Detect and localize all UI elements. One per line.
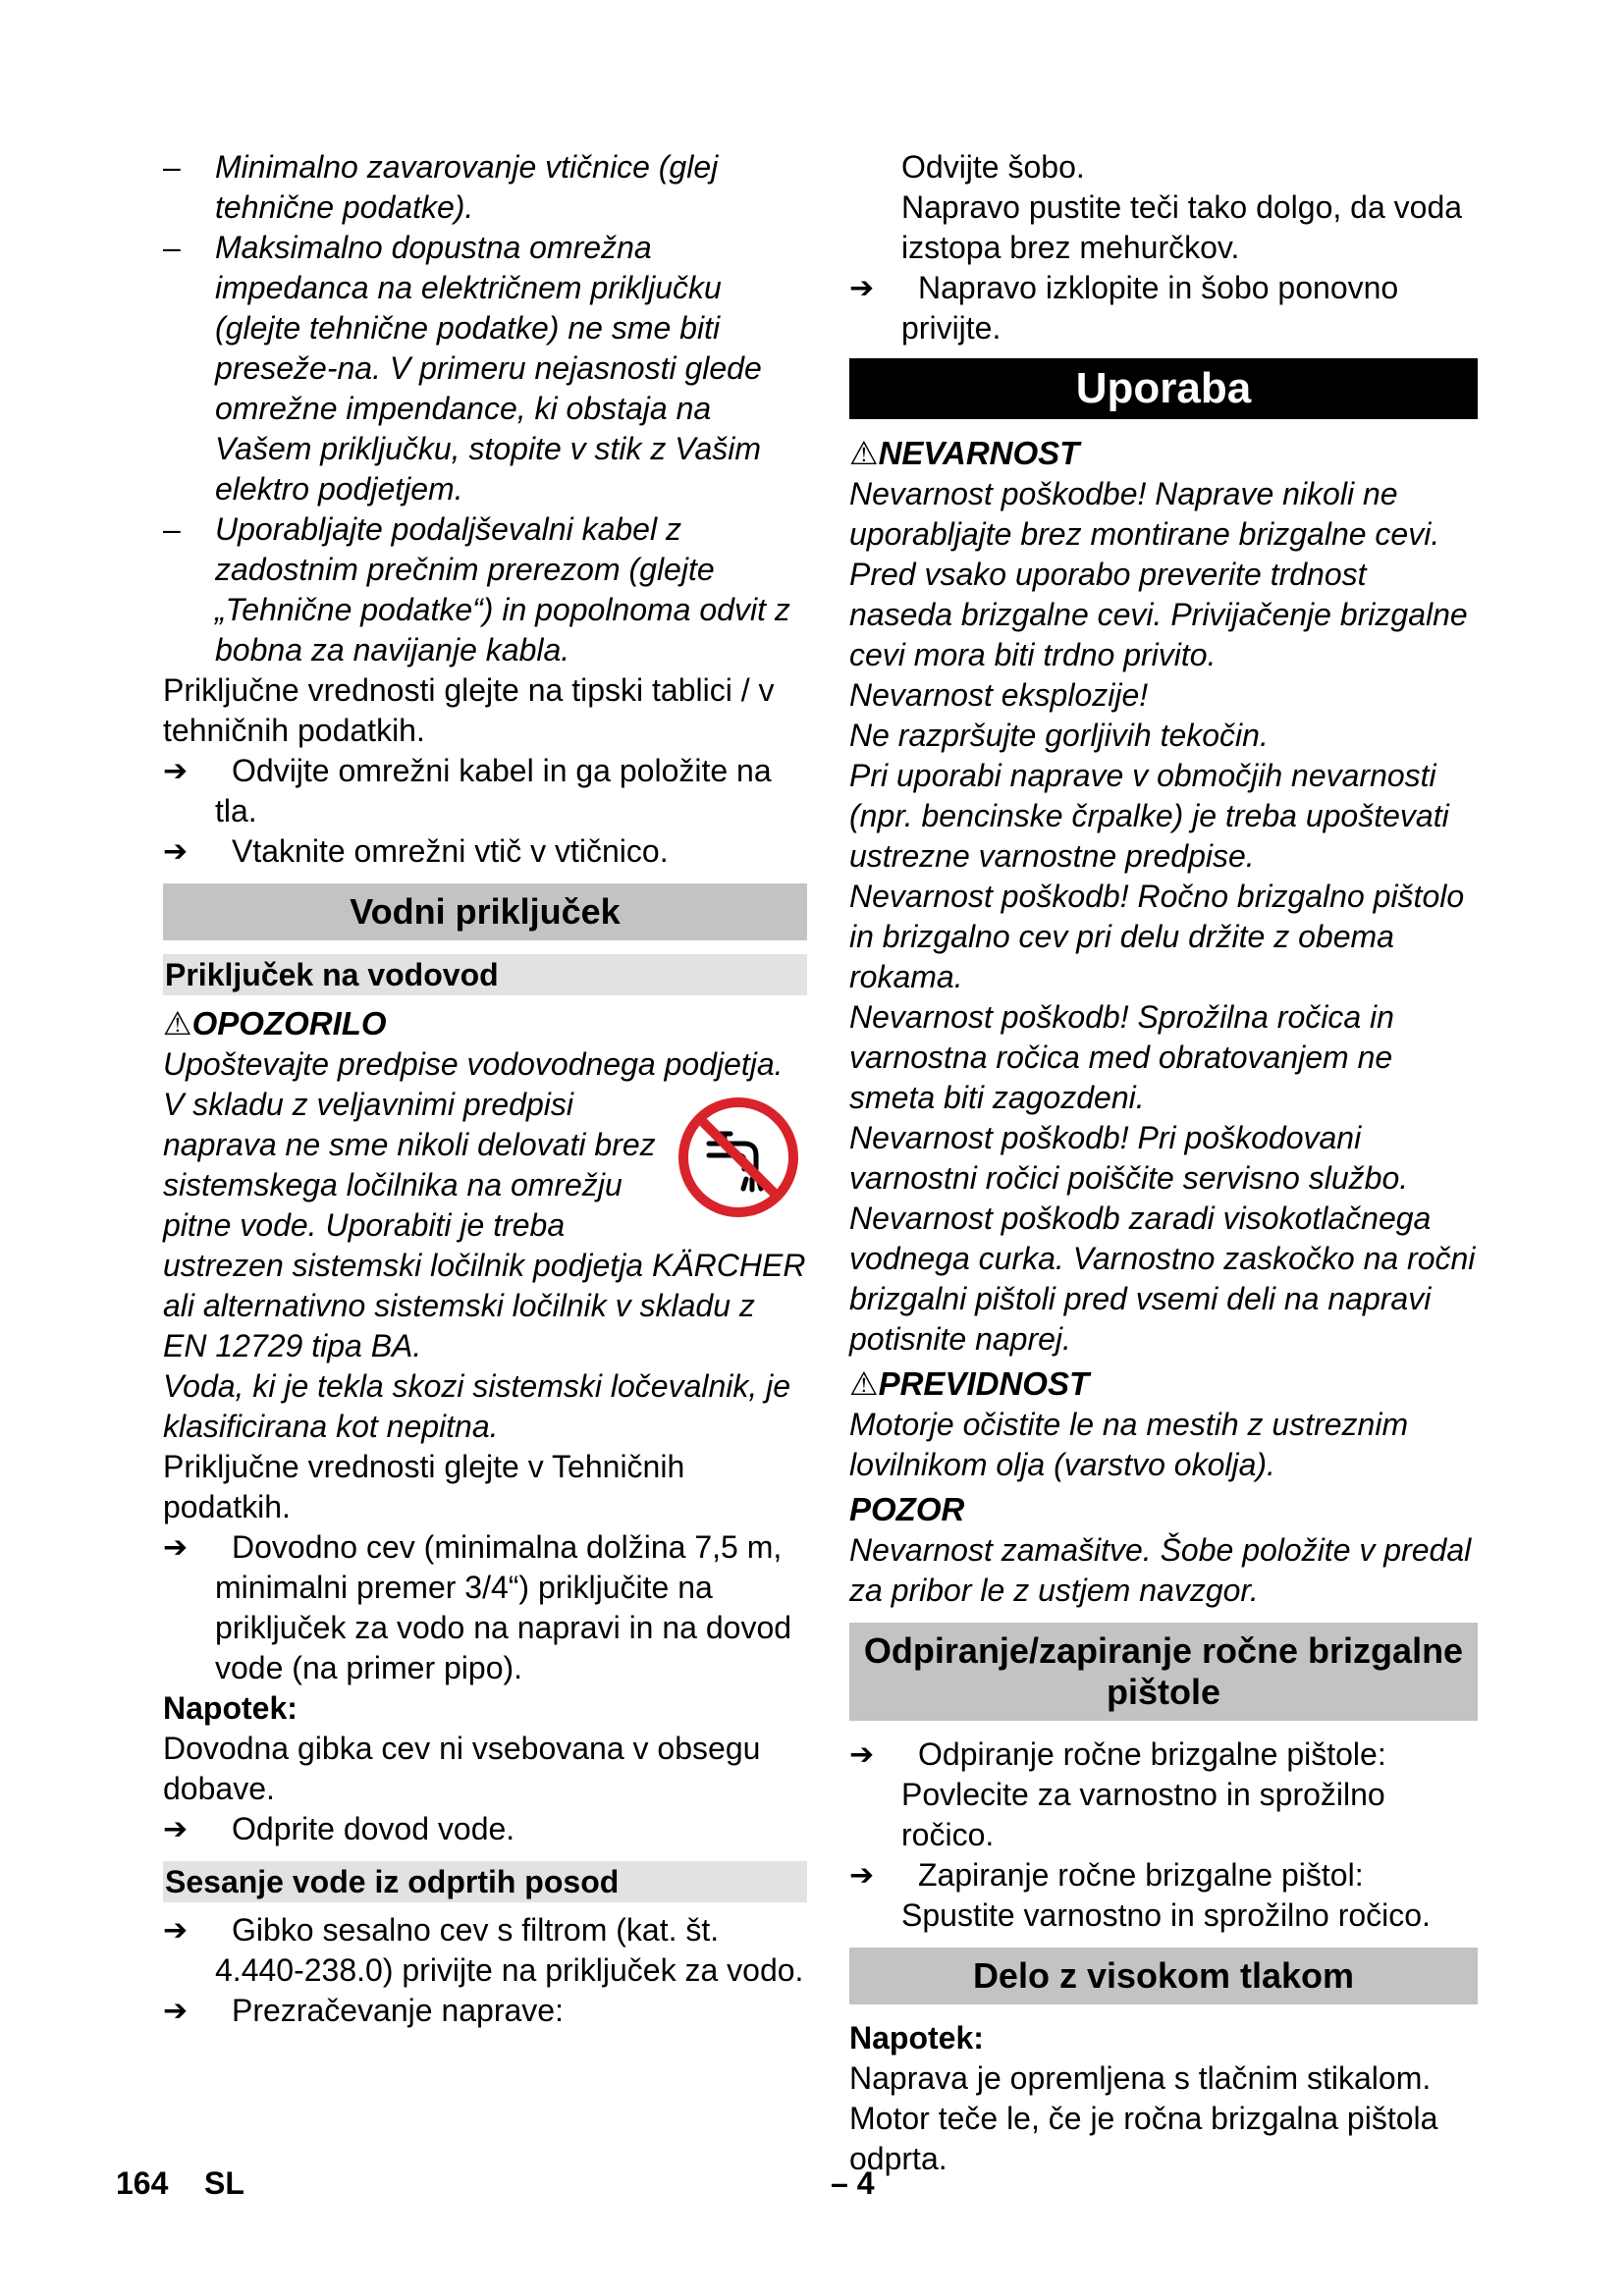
right-column (849, 147, 1478, 2179)
arrow-right-icon: ➔ (849, 272, 875, 304)
continued-step: Napravo pustite teči tako dolgo, da voda izstopa brez mehurčkov. (901, 189, 1463, 265)
dash-item: – Minimalno zavarovanje vtičnice (glej tehnične podatke). (163, 149, 719, 225)
warning-heading: ⚠OPOZORILO (163, 1005, 387, 1041)
continued-step: Odvijte šobo. (901, 149, 1085, 185)
arrow-item: ➔ Odpiranje ročne brizgalne pištole: Povlecite za varnostno in sprožilno ročico. (849, 1736, 1386, 1852)
arrow-item: ➔ Napravo izklopite in šobo ponovno privijte. (849, 270, 1399, 346)
dash-item: – Maksimalno dopustna omrežna impedanca na električnem priključku (glejte tehnične podatke) ne sme biti preseže-na. V primeru nejasnosti glede omrežne impendance, ki obstaja na Vašem priključku, stopite v stik z Vašim elektro podjetjem. (163, 230, 762, 507)
arrow-right-icon: ➔ (163, 1914, 189, 1947)
arrow-right-icon: ➔ (849, 1738, 875, 1771)
arrow-right-icon: ➔ (163, 1995, 189, 2027)
no-drinking-water-icon (676, 1095, 801, 1220)
section-heading-water: Vodni priključek (163, 883, 807, 940)
attention-heading: POZOR (849, 1491, 965, 1527)
caution-text: Motorje očistite le na mestih z ustreznim lovilnikom olja (varstvo okolja). (849, 1407, 1409, 1482)
arrow-right-icon: ➔ (163, 1813, 189, 1845)
water-classification-text: Voda, ki je tekla skozi sistemski ločevalnik, je klasificirana kot nepitna. (163, 1368, 791, 1444)
subheading-suction: Sesanje vode iz odprtih posod (163, 1861, 807, 1902)
subheading-mains: Priključek na vodovod (163, 954, 807, 995)
separator-text: V skladu z veljavnimi predpisi naprava ne sme nikoli delovati brez sistemskega ločilnika na omrežju pitne vode. Uporabiti je treba ustrezen sistemski ločilnik podjetja KÄRCHER ali alternativno sistemski ločilnik v skladu z EN 12729 tipa BA. (163, 1087, 806, 1363)
arrow-item: ➔ Odprite dovod vode. (163, 1809, 807, 1849)
separator-block (163, 1085, 807, 1366)
arrow-item: ➔ Gibko sesalno cev s filtrom (kat. št. 4.440-238.0) privijte na priključek za vodo. (163, 1912, 804, 1988)
arrow-item: ➔ Prezračevanje naprave: (163, 1991, 807, 2031)
note-label: Napotek: (849, 2020, 984, 2056)
warning-triangle-icon: ⚠ (849, 1365, 879, 1402)
caution-heading: ⚠PREVIDNOST (849, 1365, 1090, 1402)
danger-paragraph: Nevarnost poškodb! Sprožilna ročica in varnostna ročica med obratovanjem ne smeta biti zagozdeni. (849, 999, 1394, 1115)
warning-text: Upoštevajte predpise vodovodnega podjetja. (163, 1046, 784, 1082)
connection-values-text: Priključne vrednosti glejte na tipski tablici / v tehničnih podatkih. (163, 672, 775, 748)
danger-paragraph: Pri uporabi naprave v območjih nevarnosti (npr. bencinske črpalke) je treba upoštevati ustrezne varnostne predpise. (849, 758, 1449, 874)
section-heading-high-pressure: Delo z visokom tlakom (849, 1948, 1478, 2004)
danger-paragraph: Nevarnost poškodbe! Naprave nikoli ne uporabljajte brez montirane brizgalne cevi. Pred vsako uporabo preverite trdnost naseda brizgalne cevi. Privijačenje brizgalne cevi mora biti trdno privito. (849, 476, 1468, 672)
arrow-item: ➔ Zapiranje ročne brizgalne pištol: Spustite varnostno in sprožilno ročico. (849, 1857, 1431, 1933)
warning-triangle-icon: ⚠ (849, 435, 879, 471)
arrow-right-icon: ➔ (163, 835, 189, 868)
arrow-item: ➔ Vtaknite omrežni vtič v vtičnico. (163, 831, 807, 872)
page-marker: – 4 (831, 2165, 875, 2201)
arrow-right-icon: ➔ (163, 1531, 189, 1564)
note-label: Napotek: (163, 1690, 298, 1726)
danger-paragraph: Nevarnost poškodb zaradi visokotlačnega vodnega curka. Varnostno zaskočko na ročni brizgalni pištoli pred vsemi deli na napravi potisnite naprej. (849, 1201, 1476, 1357)
arrow-right-icon: ➔ (849, 1859, 875, 1892)
page-number: 164 (116, 2165, 169, 2201)
arrow-item: ➔ Dovodno cev (minimalna dolžina 7,5 m, minimalni premer 3/4“) priključite na priključek za vodo na napravi in na dovod vode (na primer pipo). (163, 1529, 792, 1685)
danger-paragraph: Nevarnost eksplozije! (849, 677, 1149, 713)
arrow-item: ➔ Odvijte omrežni kabel in ga položite na tla. (163, 753, 772, 828)
left-column (163, 147, 807, 2031)
attention-text: Nevarnost zamašitve. Šobe položite v predal za pribor le z ustjem navzgor. (849, 1532, 1472, 1608)
note-text: Naprava je opremljena s tlačnim stikalom. Motor teče le, če je ročna brizgalna pištola odprta. (849, 2060, 1438, 2176)
dash-item: – Uporabljajte podaljševalni kabel z zadostnim prečnim prerezom (glejte „Tehnične podatke“) in popolnoma odvit z bobna za navijanje kabla. (163, 511, 790, 667)
danger-heading: ⚠NEVARNOST (849, 435, 1080, 471)
technical-values-text: Priključne vrednosti glejte v Tehničnih podatkih. (163, 1449, 685, 1524)
danger-paragraph: Nevarnost poškodb! Pri poškodovani varnostni ročici poiščite servisno službo. (849, 1120, 1409, 1196)
danger-paragraph: Ne razpršujte gorljivih tekočin. (849, 718, 1269, 753)
danger-paragraph: Nevarnost poškodb! Ročno brizgalno pištolo in brizgalno cev pri delu držite z obema rokama. (849, 879, 1465, 994)
section-heading-gun: Odpiranje/zapiranje ročne brizgalne pištole (849, 1623, 1478, 1721)
arrow-right-icon: ➔ (163, 755, 189, 787)
note-text: Dovodna gibka cev ni vsebovana v obsegu dobave. (163, 1731, 761, 1806)
warning-triangle-icon: ⚠ (163, 1005, 192, 1041)
language-code: SL (204, 2165, 244, 2201)
section-heading-use: Uporaba (849, 358, 1478, 419)
